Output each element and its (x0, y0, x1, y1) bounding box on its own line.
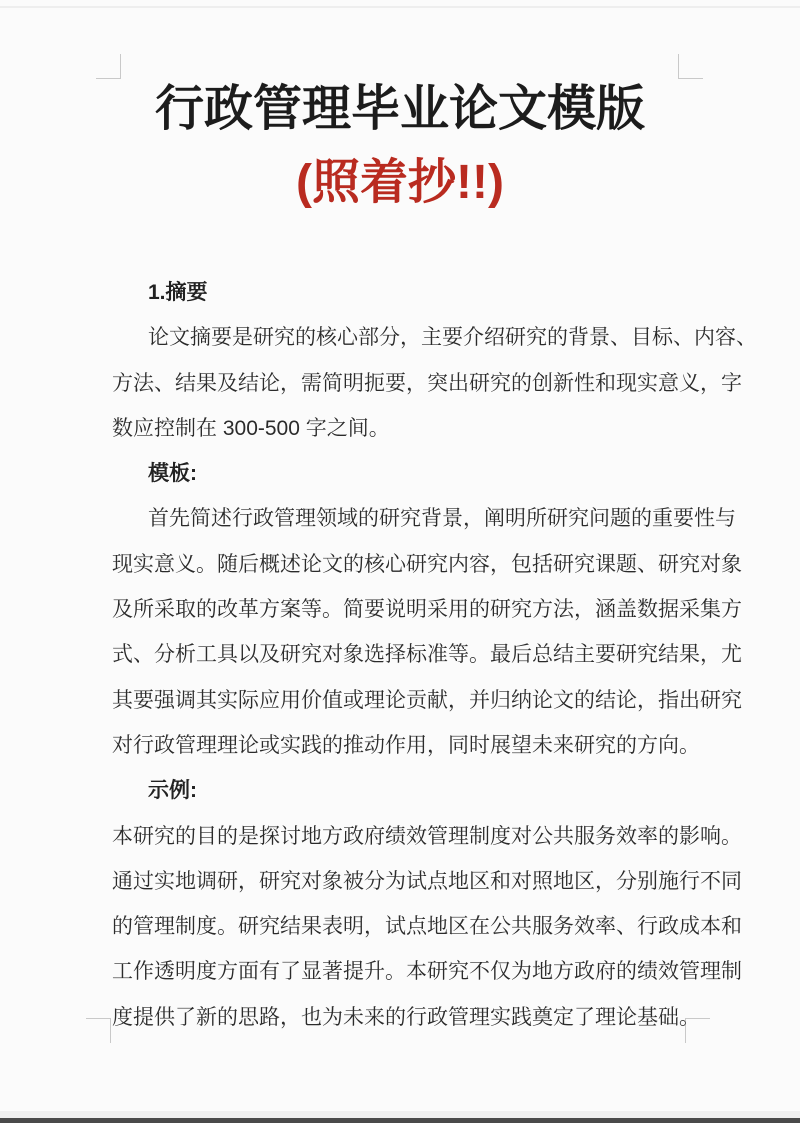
section-heading-template: 模板: (148, 462, 197, 486)
section-heading-example: 示例: (148, 779, 197, 803)
text-line: 现实意义。随后概述论文的核心研究内容，包括研究课题、研究对象 (112, 552, 742, 576)
text-line: 本研究的目的是探讨地方政府绩效管理制度对公共服务效率的影响。 (112, 824, 742, 848)
text-line: 通过实地调研，研究对象被分为试点地区和对照地区，分别施行不同 (112, 869, 742, 893)
text-line: 式、分析工具以及研究对象选择标准等。最后总结主要研究结果，尤 (112, 643, 742, 667)
text-line: 的管理制度。研究结果表明，试点地区在公共服务效率、行政成本和 (112, 915, 742, 939)
text-line: 数应控制在 300-500 字之间。 (112, 416, 390, 440)
doc-body (112, 270, 757, 1040)
section-template-paragraph (112, 496, 742, 768)
photo-top-edge (0, 6, 800, 8)
text-line: 方法、结果及结论，需简明扼要，突出研究的创新性和现实意义，字 (112, 371, 742, 395)
photo-bottom-dark-band (0, 1118, 800, 1123)
section-heading-abstract: 1.摘要 (148, 281, 208, 304)
doc-title: 行政管理毕业论文模版 (154, 82, 645, 136)
section-example-paragraph (112, 814, 742, 1040)
text-line: 论文摘要是研究的核心部分，主要介绍研究的背景、目标、内容、 (148, 326, 757, 350)
text-line: 工作透明度方面有了显著提升。本研究不仅为地方政府的绩效管理制 (112, 960, 742, 984)
margin-mark-top-right (678, 54, 703, 79)
section-abstract-paragraph (112, 315, 757, 451)
text-line: 及所采取的改革方案等。简要说明采用的研究方法，涵盖数据采集方 (112, 598, 742, 622)
text-line: 首先简述行政管理领域的研究背景，阐明所研究问题的重要性与 (148, 507, 736, 531)
doc-subtitle: (照着抄!!) (296, 156, 504, 209)
text-line: 度提供了新的思路，也为未来的行政管理实践奠定了理论基础。 (112, 1005, 700, 1029)
text-line: 其要强调其实际应用价值或理论贡献，并归纳论文的结论，指出研究 (112, 688, 742, 712)
text-line: 对行政管理理论或实践的推动作用，同时展望未来研究的方向。 (112, 733, 700, 757)
photo-bottom-light-band (0, 1111, 800, 1118)
margin-mark-top-left (96, 54, 121, 79)
margin-mark-bottom-left (86, 1018, 111, 1043)
